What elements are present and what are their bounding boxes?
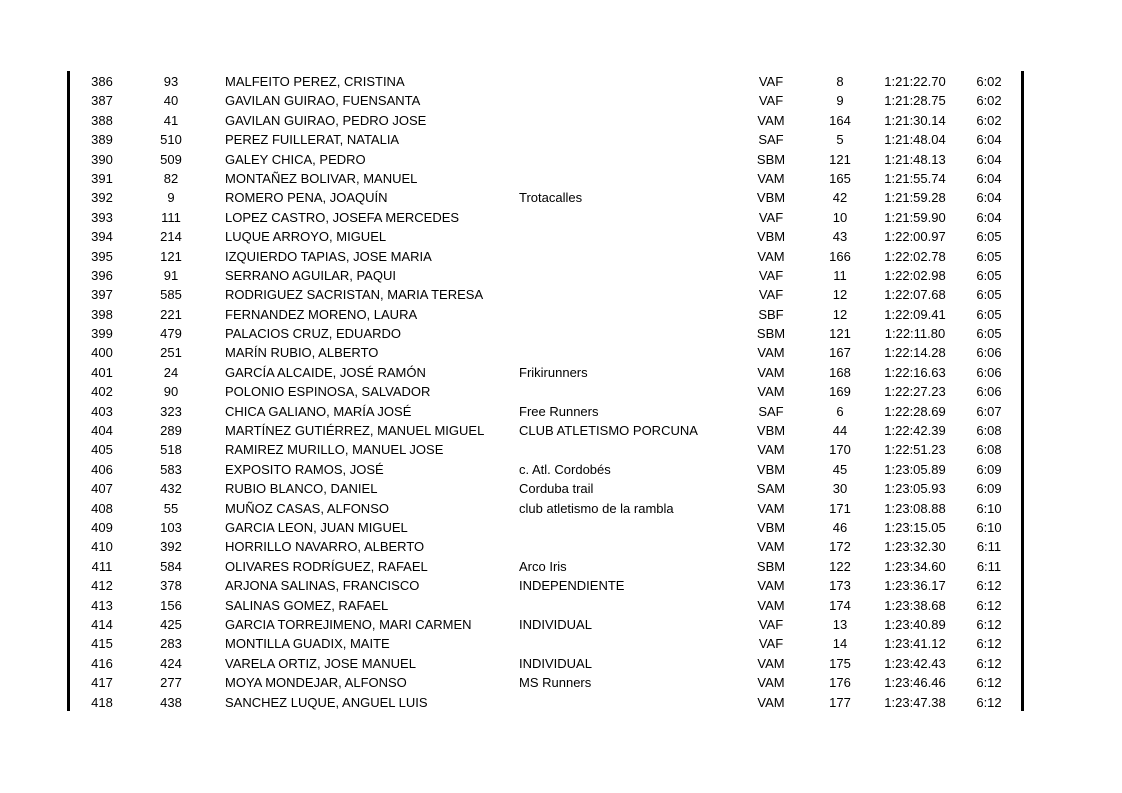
runner-name-cell: LUQUE ARROYO, MIGUEL xyxy=(225,229,387,245)
pace-cell: 6:10 xyxy=(976,500,1002,516)
pace-cell: 6:08 xyxy=(976,423,1002,439)
club-cell: Trotacalles xyxy=(519,190,583,206)
pace-cell: 6:12 xyxy=(976,578,1002,594)
category-position-cell: 10 xyxy=(832,209,848,225)
position-cell: 395 xyxy=(91,248,113,264)
finish-time-cell: 1:22:09.41 xyxy=(884,306,946,322)
runner-name-cell: MARTÍNEZ GUTIÉRREZ, MANUEL MIGUEL xyxy=(225,423,485,439)
category-position-cell: 11 xyxy=(833,267,847,283)
table-row xyxy=(70,440,1021,459)
finish-time-cell: 1:23:34.60 xyxy=(884,558,946,574)
category-position-cell: 6 xyxy=(836,403,844,419)
position-cell: 418 xyxy=(91,694,113,710)
pace-cell: 6:05 xyxy=(976,306,1002,322)
table-row xyxy=(70,557,1021,576)
position-cell: 392 xyxy=(91,190,113,206)
category-cell: VAM xyxy=(757,694,785,710)
position-cell: 411 xyxy=(91,558,113,574)
position-cell: 407 xyxy=(91,481,113,497)
table-row xyxy=(70,518,1021,537)
club-cell: c. Atl. Cordobés xyxy=(519,461,611,477)
category-cell: SBM xyxy=(756,558,786,574)
bib-number-cell: 585 xyxy=(160,287,182,303)
bib-number-cell: 584 xyxy=(160,558,182,574)
bib-number-cell: 509 xyxy=(160,151,182,167)
pace-cell: 6:09 xyxy=(976,481,1002,497)
position-cell: 388 xyxy=(91,112,113,128)
table-row xyxy=(70,130,1021,149)
finish-time-cell: 1:22:11.80 xyxy=(884,326,946,342)
category-position-cell: 167 xyxy=(829,345,851,361)
bib-number-cell: 55 xyxy=(163,500,179,516)
table-row xyxy=(70,91,1021,110)
finish-time-cell: 1:22:27.23 xyxy=(884,384,946,400)
pace-cell: 6:05 xyxy=(976,248,1002,264)
category-cell: SAF xyxy=(758,403,784,419)
pace-cell: 6:04 xyxy=(976,190,1002,206)
category-position-cell: 12 xyxy=(832,287,848,303)
position-cell: 409 xyxy=(91,519,113,535)
category-position-cell: 46 xyxy=(832,519,848,535)
bib-number-cell: 156 xyxy=(160,597,182,613)
category-cell: SAM xyxy=(756,481,786,497)
pace-cell: 6:05 xyxy=(976,229,1002,245)
runner-name-cell: ARJONA SALINAS, FRANCISCO xyxy=(225,578,420,594)
category-position-cell: 168 xyxy=(829,364,851,380)
runner-name-cell: OLIVARES RODRÍGUEZ, RAFAEL xyxy=(225,558,428,574)
club-cell: Corduba trail xyxy=(519,481,594,497)
pace-cell: 6:04 xyxy=(976,209,1002,225)
category-cell: VAM xyxy=(757,442,785,458)
bib-number-cell: 378 xyxy=(160,578,182,594)
pace-cell: 6:06 xyxy=(976,345,1002,361)
category-cell: VAF xyxy=(758,209,784,225)
table-row xyxy=(70,72,1021,91)
bib-number-cell: 283 xyxy=(160,636,182,652)
bib-number-cell: 103 xyxy=(160,519,182,535)
pace-cell: 6:09 xyxy=(976,461,1002,477)
category-position-cell: 122 xyxy=(829,558,851,574)
position-cell: 397 xyxy=(91,287,113,303)
runner-name-cell: FERNANDEZ MORENO, LAURA xyxy=(225,306,418,322)
position-cell: 410 xyxy=(91,539,113,555)
category-position-cell: 169 xyxy=(829,384,851,400)
category-cell: VBM xyxy=(756,461,786,477)
category-cell: SBM xyxy=(756,151,786,167)
bib-number-cell: 479 xyxy=(160,326,182,342)
category-position-cell: 171 xyxy=(829,500,851,516)
pace-cell: 6:12 xyxy=(976,597,1002,613)
bib-number-cell: 24 xyxy=(163,364,179,380)
finish-time-cell: 1:23:05.89 xyxy=(884,461,946,477)
bib-number-cell: 518 xyxy=(160,442,182,458)
category-cell: VAF xyxy=(758,93,784,109)
category-cell: SBM xyxy=(756,326,786,342)
category-position-cell: 121 xyxy=(829,326,851,342)
category-cell: VAF xyxy=(758,74,784,89)
pace-cell: 6:08 xyxy=(976,442,1002,458)
position-cell: 398 xyxy=(91,306,113,322)
runner-name-cell: GAVILAN GUIRAO, PEDRO JOSE xyxy=(225,112,427,128)
table-row xyxy=(70,421,1021,440)
finish-time-cell: 1:21:28.75 xyxy=(884,93,946,109)
club-cell: INDEPENDIENTE xyxy=(519,578,625,594)
bib-number-cell: 111 xyxy=(161,209,181,225)
finish-time-cell: 1:21:59.90 xyxy=(884,209,946,225)
pace-cell: 6:12 xyxy=(976,675,1002,691)
finish-time-cell: 1:23:15.05 xyxy=(884,519,946,535)
club-cell: CLUB ATLETISMO PORCUNA xyxy=(519,423,698,439)
bib-number-cell: 9 xyxy=(167,190,175,206)
table-row xyxy=(70,693,1021,712)
table-row xyxy=(70,285,1021,304)
pace-cell: 6:02 xyxy=(976,112,1002,128)
table-row xyxy=(70,266,1021,285)
bib-number-cell: 90 xyxy=(163,384,179,400)
position-cell: 399 xyxy=(91,326,113,342)
finish-time-cell: 1:21:30.14 xyxy=(884,112,946,128)
runner-name-cell: MUÑOZ CASAS, ALFONSO xyxy=(225,500,389,516)
table-row xyxy=(70,305,1021,324)
table-row xyxy=(70,479,1021,498)
club-cell: Frikirunners xyxy=(519,364,588,380)
bib-number-cell: 583 xyxy=(160,461,182,477)
category-cell: VBM xyxy=(756,519,786,535)
pace-cell: 6:06 xyxy=(976,364,1002,380)
position-cell: 391 xyxy=(91,170,113,186)
table-row xyxy=(70,499,1021,518)
bib-number-cell: 424 xyxy=(160,655,182,671)
runner-name-cell: SERRANO AGUILAR, PAQUI xyxy=(225,267,396,283)
category-position-cell: 121 xyxy=(829,151,851,167)
category-cell: VBM xyxy=(756,423,786,439)
table-row xyxy=(70,537,1021,556)
position-cell: 387 xyxy=(91,93,113,109)
bib-number-cell: 40 xyxy=(163,93,179,109)
runner-name-cell: LOPEZ CASTRO, JOSEFA MERCEDES xyxy=(225,209,460,225)
bib-number-cell: 121 xyxy=(160,248,182,264)
finish-time-cell: 1:22:00.97 xyxy=(884,229,946,245)
pace-cell: 6:04 xyxy=(976,170,1002,186)
category-position-cell: 165 xyxy=(829,170,851,186)
pace-cell: 6:05 xyxy=(976,326,1002,342)
category-cell: VAM xyxy=(757,345,785,361)
table-row xyxy=(70,343,1021,362)
category-position-cell: 14 xyxy=(832,636,848,652)
results-table xyxy=(70,72,1021,712)
category-position-cell: 164 xyxy=(829,112,851,128)
pace-cell: 6:11 xyxy=(976,539,1002,555)
table-row xyxy=(70,111,1021,130)
category-position-cell: 175 xyxy=(829,655,851,671)
runner-name-cell: MALFEITO PEREZ, CRISTINA xyxy=(225,74,405,89)
position-cell: 389 xyxy=(91,132,113,148)
club-cell: Free Runners xyxy=(519,403,599,419)
pace-cell: 6:06 xyxy=(976,384,1002,400)
runner-name-cell: GAVILAN GUIRAO, FUENSANTA xyxy=(225,93,421,109)
category-cell: VAM xyxy=(757,539,785,555)
bib-number-cell: 82 xyxy=(163,170,179,186)
position-cell: 403 xyxy=(91,403,113,419)
table-row xyxy=(70,324,1021,343)
finish-time-cell: 1:22:02.98 xyxy=(884,267,946,283)
finish-time-cell: 1:22:16.63 xyxy=(884,364,946,380)
category-cell: VAM xyxy=(757,248,785,264)
category-cell: VAM xyxy=(757,597,785,613)
table-row xyxy=(70,247,1021,266)
table-row xyxy=(70,227,1021,246)
position-cell: 405 xyxy=(91,442,113,458)
finish-time-cell: 1:23:47.38 xyxy=(884,694,946,710)
finish-time-cell: 1:22:42.39 xyxy=(884,423,946,439)
category-cell: VAM xyxy=(757,112,785,128)
position-cell: 404 xyxy=(91,423,113,439)
pace-cell: 6:10 xyxy=(976,519,1002,535)
runner-name-cell: POLONIO ESPINOSA, SALVADOR xyxy=(225,384,431,400)
category-cell: VAF xyxy=(758,287,784,303)
bib-number-cell: 438 xyxy=(160,694,182,710)
category-position-cell: 42 xyxy=(832,190,848,206)
bib-number-cell: 251 xyxy=(160,345,182,361)
club-cell: MS Runners xyxy=(519,675,592,691)
runner-name-cell: GARCIA TORREJIMENO, MARI CARMEN xyxy=(225,616,472,632)
bib-number-cell: 323 xyxy=(160,403,182,419)
category-cell: VAF xyxy=(758,616,784,632)
bib-number-cell: 289 xyxy=(160,423,182,439)
runner-name-cell: SALINAS GOMEZ, RAFAEL xyxy=(225,597,389,613)
table-row xyxy=(70,460,1021,479)
runner-name-cell: HORRILLO NAVARRO, ALBERTO xyxy=(225,539,425,555)
runner-name-cell: MONTAÑEZ BOLIVAR, MANUEL xyxy=(225,170,418,186)
category-position-cell: 30 xyxy=(832,481,848,497)
position-cell: 393 xyxy=(91,209,113,225)
category-position-cell: 12 xyxy=(832,306,848,322)
bib-number-cell: 214 xyxy=(160,229,182,245)
category-cell: VAM xyxy=(757,655,785,671)
position-cell: 417 xyxy=(91,675,113,691)
category-cell: VAM xyxy=(757,675,785,691)
category-position-cell: 43 xyxy=(832,229,848,245)
bib-number-cell: 510 xyxy=(160,132,182,148)
category-position-cell: 177 xyxy=(829,694,851,710)
category-cell: VAM xyxy=(757,170,785,186)
category-cell: VBM xyxy=(756,190,786,206)
pace-cell: 6:04 xyxy=(976,151,1002,167)
position-cell: 394 xyxy=(91,229,113,245)
table-row xyxy=(70,150,1021,169)
bib-number-cell: 425 xyxy=(160,616,182,632)
bib-number-cell: 392 xyxy=(160,539,182,555)
category-cell: VAF xyxy=(758,636,784,652)
position-cell: 400 xyxy=(91,345,113,361)
pace-cell: 6:02 xyxy=(976,74,1002,89)
table-row xyxy=(70,634,1021,653)
category-position-cell: 9 xyxy=(836,93,844,109)
runner-name-cell: RUBIO BLANCO, DANIEL xyxy=(225,481,378,497)
category-position-cell: 5 xyxy=(836,132,844,148)
finish-time-cell: 1:22:28.69 xyxy=(884,403,946,419)
club-cell: INDIVIDUAL xyxy=(519,616,592,632)
category-cell: VAM xyxy=(757,578,785,594)
finish-time-cell: 1:22:14.28 xyxy=(884,345,946,361)
finish-time-cell: 1:23:36.17 xyxy=(884,578,946,594)
runner-name-cell: GARCIA LEON, JUAN MIGUEL xyxy=(225,519,408,535)
category-position-cell: 166 xyxy=(829,248,851,264)
category-cell: VAM xyxy=(757,500,785,516)
position-cell: 402 xyxy=(91,384,113,400)
pace-cell: 6:07 xyxy=(976,403,1002,419)
runner-name-cell: GARCÍA ALCAIDE, JOSÉ RAMÓN xyxy=(225,364,426,380)
table-row xyxy=(70,654,1021,673)
pace-cell: 6:04 xyxy=(976,132,1002,148)
pace-cell: 6:05 xyxy=(976,267,1002,283)
runner-name-cell: RAMIREZ MURILLO, MANUEL JOSE xyxy=(225,442,444,458)
finish-time-cell: 1:23:05.93 xyxy=(884,481,946,497)
category-position-cell: 170 xyxy=(829,442,851,458)
category-position-cell: 13 xyxy=(832,616,848,632)
category-position-cell: 45 xyxy=(832,461,848,477)
category-position-cell: 176 xyxy=(829,675,851,691)
pace-cell: 6:12 xyxy=(976,616,1002,632)
finish-time-cell: 1:21:48.04 xyxy=(884,132,946,148)
position-cell: 416 xyxy=(91,655,113,671)
bib-number-cell: 277 xyxy=(160,675,182,691)
category-cell: SAF xyxy=(758,132,784,148)
finish-time-cell: 1:23:42.43 xyxy=(884,655,946,671)
bib-number-cell: 221 xyxy=(160,306,182,322)
runner-name-cell: GALEY CHICA, PEDRO xyxy=(225,151,366,167)
table-row xyxy=(70,615,1021,634)
runner-name-cell: MONTILLA GUADIX, MAITE xyxy=(225,636,390,652)
category-cell: VAF xyxy=(758,267,784,283)
pace-cell: 6:02 xyxy=(976,93,1002,109)
position-cell: 390 xyxy=(91,151,113,167)
position-cell: 406 xyxy=(91,461,113,477)
runner-name-cell: MARÍN RUBIO, ALBERTO xyxy=(225,345,379,361)
category-position-cell: 173 xyxy=(829,578,851,594)
category-position-cell: 172 xyxy=(829,539,851,555)
finish-time-cell: 1:23:41.12 xyxy=(884,636,946,652)
club-cell: Arco Iris xyxy=(519,558,567,574)
club-cell: INDIVIDUAL xyxy=(519,655,592,671)
finish-time-cell: 1:23:38.68 xyxy=(884,597,946,613)
category-cell: VAM xyxy=(757,384,785,400)
position-cell: 415 xyxy=(91,636,113,652)
category-cell: VBM xyxy=(756,229,786,245)
table-row xyxy=(70,596,1021,615)
runner-name-cell: EXPOSITO RAMOS, JOSÉ xyxy=(225,461,384,477)
pace-cell: 6:05 xyxy=(976,287,1002,303)
runner-name-cell: PALACIOS CRUZ, EDUARDO xyxy=(225,326,402,342)
position-cell: 386 xyxy=(91,74,113,89)
runner-name-cell: MOYA MONDEJAR, ALFONSO xyxy=(225,675,407,691)
bib-number-cell: 91 xyxy=(163,267,179,283)
category-position-cell: 44 xyxy=(832,423,848,439)
position-cell: 412 xyxy=(91,578,113,594)
pace-cell: 6:12 xyxy=(976,655,1002,671)
runner-name-cell: ROMERO PENA, JOAQUÍN xyxy=(225,190,388,206)
position-cell: 408 xyxy=(91,500,113,516)
runner-name-cell: RODRIGUEZ SACRISTAN, MARIA TERESA xyxy=(225,287,484,303)
table-row xyxy=(70,169,1021,188)
table-row xyxy=(70,402,1021,421)
category-cell: SBF xyxy=(758,306,784,322)
club-cell: club atletismo de la rambla xyxy=(519,500,674,516)
finish-time-cell: 1:22:51.23 xyxy=(884,442,946,458)
pace-cell: 6:12 xyxy=(976,636,1002,652)
finish-time-cell: 1:23:40.89 xyxy=(884,616,946,632)
table-row xyxy=(70,188,1021,207)
table-row xyxy=(70,208,1021,227)
position-cell: 413 xyxy=(91,597,113,613)
finish-time-cell: 1:22:02.78 xyxy=(884,248,946,264)
table-row xyxy=(70,382,1021,401)
finish-time-cell: 1:23:46.46 xyxy=(884,675,946,691)
finish-time-cell: 1:21:22.70 xyxy=(884,74,946,89)
pace-cell: 6:12 xyxy=(976,694,1002,710)
runner-name-cell: SANCHEZ LUQUE, ANGUEL LUIS xyxy=(225,694,428,710)
category-cell: VAM xyxy=(757,364,785,380)
runner-name-cell: PEREZ FUILLERAT, NATALIA xyxy=(225,132,400,148)
table-row xyxy=(70,363,1021,382)
finish-time-cell: 1:23:08.88 xyxy=(884,500,946,516)
runner-name-cell: CHICA GALIANO, MARÍA JOSÉ xyxy=(225,403,412,419)
category-position-cell: 8 xyxy=(836,74,844,89)
finish-time-cell: 1:23:32.30 xyxy=(884,539,946,555)
pace-cell: 6:11 xyxy=(976,558,1002,574)
table-row xyxy=(70,576,1021,595)
position-cell: 414 xyxy=(91,616,113,632)
runner-name-cell: VARELA ORTIZ, JOSE MANUEL xyxy=(225,655,416,671)
runner-name-cell: IZQUIERDO TAPIAS, JOSE MARIA xyxy=(225,248,432,264)
table-right-border xyxy=(1021,71,1024,711)
category-position-cell: 174 xyxy=(829,597,851,613)
finish-time-cell: 1:21:59.28 xyxy=(884,190,946,206)
position-cell: 396 xyxy=(91,267,113,283)
position-cell: 401 xyxy=(91,364,113,380)
bib-number-cell: 432 xyxy=(160,481,182,497)
finish-time-cell: 1:22:07.68 xyxy=(884,287,946,303)
table-row xyxy=(70,673,1021,692)
finish-time-cell: 1:21:48.13 xyxy=(884,151,946,167)
bib-number-cell: 41 xyxy=(163,112,179,128)
finish-time-cell: 1:21:55.74 xyxy=(884,170,946,186)
bib-number-cell: 93 xyxy=(163,74,179,89)
